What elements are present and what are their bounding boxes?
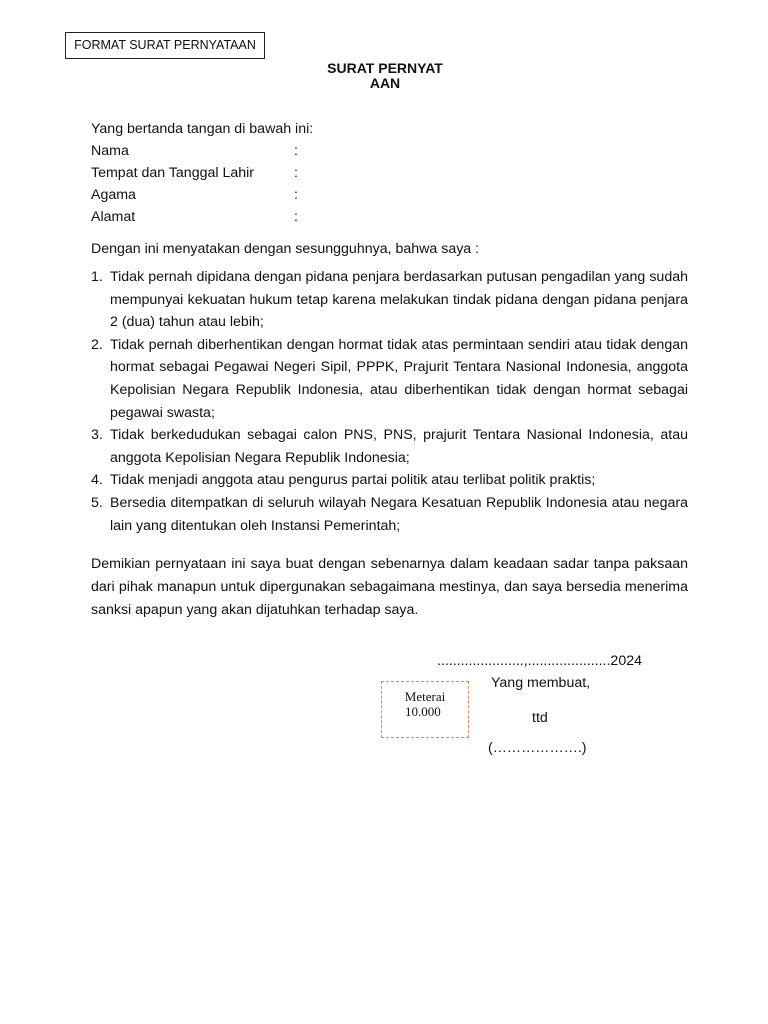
document-title (300, 61, 470, 91)
field-colon: : (294, 165, 298, 181)
list-item (91, 492, 688, 537)
identity-intro: Yang bertanda tangan di bawah ini: (91, 121, 314, 137)
stamp-value: 10.000 (405, 704, 441, 719)
clause-text: Tidak pernah diberhentikan dengan hormat tidak atas permintaan sendiri atau tidak dengan hormat sebagai Pegawai Negeri Sipil, PPPK, Prajurit Tentara Nasional Indonesia, anggota Kepolisian Negara Republik Indonesia, atau diberhentikan tidak dengan hormat sebagai pegawai swasta; (110, 336, 688, 421)
identity-section (91, 118, 688, 228)
title-line-2: AAN (369, 75, 401, 91)
clause-number: 3. (91, 427, 103, 444)
place-date-line: ......................,.....................2024 (437, 653, 642, 669)
signatory-name-placeholder: (……………….) (488, 740, 587, 756)
list-item (91, 266, 688, 334)
clause-number: 5. (91, 494, 103, 511)
field-row-birth (91, 162, 688, 184)
list-item (91, 469, 688, 492)
clause-number: 4. (91, 472, 103, 489)
clause-text: Tidak pernah dipidana dengan pidana penjara berdasarkan putusan pengadilan yang sudah mempunyai kekuatan hukum tetap karena melakukan tindak pidana dengan pidana penjara 2 (dua) tahun atau lebih; (110, 269, 688, 331)
list-item (91, 424, 688, 469)
field-label: Alamat (91, 209, 136, 225)
field-colon: : (294, 209, 298, 225)
stamp-label: Meterai (404, 689, 446, 704)
format-label: FORMAT SURAT PERNYATAAN (74, 38, 256, 52)
field-label: Nama (91, 143, 129, 159)
list-item (91, 334, 688, 424)
title-line-1: SURAT PERNYAT (327, 60, 443, 76)
clause-text: Tidak berkedudukan sebagai calon PNS, PNS, prajurit Tentara Nasional Indonesia, atau anggota Kepolisian Negara Republik Indonesia; (110, 427, 688, 466)
clause-number: 2. (91, 336, 103, 353)
field-colon: : (294, 187, 298, 203)
format-label-box (65, 32, 265, 59)
field-row-address (91, 206, 688, 228)
maker-label: Yang membuat, (491, 675, 591, 691)
clause-text: Tidak menjadi anggota atau pengurus partai politik atau terlibat politik praktis; (110, 472, 596, 489)
field-colon: : (294, 143, 298, 159)
field-row-religion (91, 184, 688, 206)
field-row-nama (91, 140, 688, 162)
statement-intro: Dengan ini menyatakan dengan sesungguhnya, bahwa saya : (91, 241, 480, 257)
clause-list (91, 266, 688, 537)
stamp-box (381, 681, 469, 738)
closing-paragraph: Demikian pernyataan ini saya buat dengan sebenarnya dalam keadaan sadar tanpa paksaan dari pihak manapun untuk dipergunakan sebagaimana mestinya, dan saya bersedia menerima sanksi apapun yang akan dijatuhkan terhadap saya. (91, 556, 688, 618)
field-label: Agama (91, 187, 136, 203)
signature-ttd: ttd (532, 710, 548, 726)
clause-number: 1. (91, 269, 103, 285)
field-label: Tempat dan Tanggal Lahir (91, 165, 255, 181)
clause-text: Bersedia ditempatkan di seluruh wilayah Negara Kesatuan Republik Indonesia atau negara lain yang ditentukan oleh Instansi Pemerintah; (110, 494, 688, 534)
